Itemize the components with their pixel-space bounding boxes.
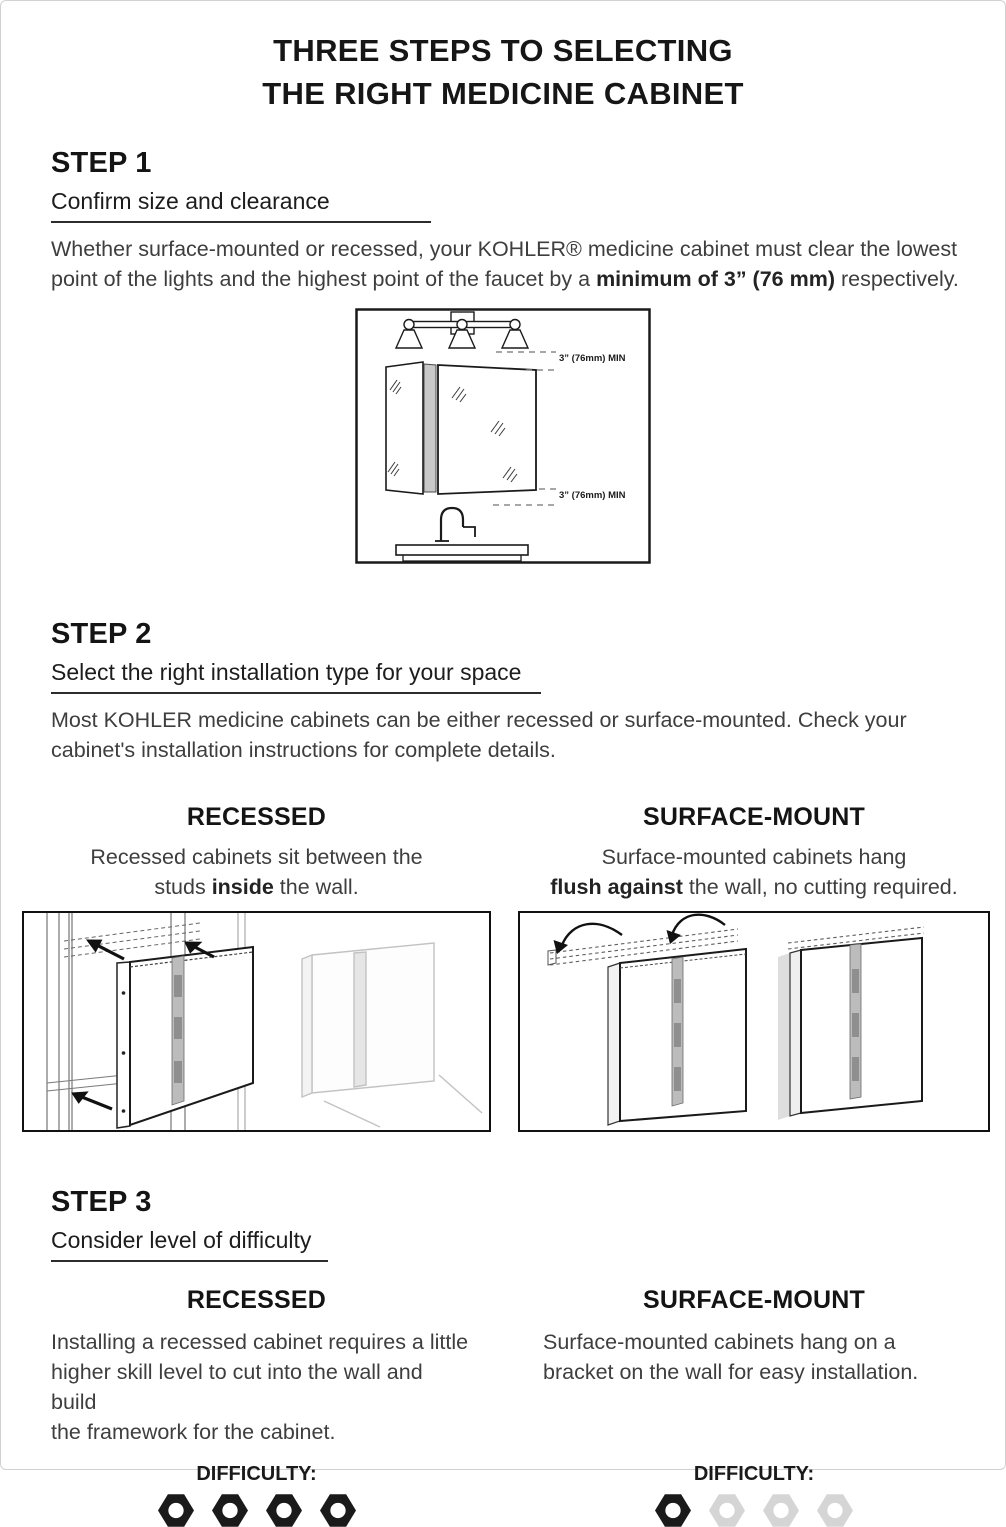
difficulty-nut-empty-icon [709,1494,745,1527]
step2-section [51,618,959,765]
surface-cabinet-left [608,949,746,1125]
recessed-install-diagram [22,911,491,1132]
step2-body-line1: Most KOHLER medicine cabinets can be either recessed or surface-mounted. Check your [51,708,907,732]
step3-recessed-line3: the framework for the cabinet. [51,1420,336,1444]
step2-surface-desc-line2-post: the wall, no cutting required. [682,875,958,899]
step2-recessed-title: RECESSED [186,803,327,831]
step2-recessed-desc [22,842,491,902]
difficulty-nut-filled-icon [320,1494,356,1527]
step3-recessed-column [22,1286,491,1527]
recessed-cabinet [117,947,253,1128]
difficulty-nut-empty-icon [817,1494,853,1527]
step3-columns [1,1286,1005,1527]
clearance-diagram-svg [355,308,651,564]
cabinet-interior-edge [424,364,436,492]
step2-surface-desc-line1: Surface-mounted cabinets hang [601,845,907,869]
step3-surface-column [518,1286,990,1527]
step2-recessed-column [22,803,491,1132]
clearance-label-top: 3” (76mm) MIN [559,353,626,364]
step3-surface-line2: bracket on the wall for easy installation. [543,1360,919,1384]
step1-body-line2-bold: minimum of 3” (76 mm) [596,267,835,291]
difficulty-rating-recessed [22,1494,491,1527]
difficulty-nut-filled-icon [266,1494,302,1527]
step3-recessed-line1: Installing a recessed cabinet requires a little [51,1330,469,1354]
step2-heading: STEP 2 [51,618,152,650]
step1-heading: STEP 1 [51,147,152,179]
step2-body [51,705,959,765]
step3-recessed-body [22,1327,491,1449]
step2-columns [1,803,1005,1132]
step2-surface-desc [518,842,990,902]
step2-subheading: Select the right installation type for your space [51,659,541,694]
step1-body [51,234,959,294]
clearance-label-bottom: 3” (76mm) MIN [559,490,626,501]
step3-subheading: Consider level of difficulty [51,1227,328,1262]
difficulty-label-recessed: DIFFICULTY: [196,1463,317,1485]
step1-body-line2-pre: point of the lights and the highest point of the faucet by a [51,267,597,291]
recessed-diagram-svg [24,913,489,1130]
step3-surface-line1: Surface-mounted cabinets hang on a [543,1330,896,1354]
difficulty-nut-filled-icon [212,1494,248,1527]
step2-recessed-desc-line1: Recessed cabinets sit between the [90,845,423,869]
page-title-line1: THREE STEPS TO SELECTING [273,33,733,68]
step1-body-line1: Whether surface-mounted or recessed, your KOHLER® medicine cabinet must clear the lowest [51,237,958,261]
step1-body-line2-post: respectively. [835,267,959,291]
difficulty-nut-filled-icon [655,1494,691,1527]
page-title-line2: THE RIGHT MEDICINE CABINET [262,76,744,111]
step3-surface-title: SURFACE-MOUNT [642,1286,866,1314]
surface-cabinet-right [778,938,922,1120]
difficulty-nut-empty-icon [763,1494,799,1527]
step2-surface-desc-line2-bold: flush against [550,875,683,899]
surface-mount-install-diagram [518,911,990,1132]
clearance-diagram [355,308,651,564]
difficulty-label-surface: DIFFICULTY: [693,1463,815,1485]
page-title [1,1,1005,115]
step2-body-line2: cabinet's installation instructions for complete details. [51,738,556,762]
surface-diagram-svg [520,913,988,1130]
step2-surface-title: SURFACE-MOUNT [642,803,866,831]
step2-surface-column [518,803,990,1132]
step2-recessed-desc-line2-post: the wall. [273,875,359,899]
step1-subheading: Confirm size and clearance [51,188,431,223]
step2-recessed-desc-line2-pre: studs [154,875,212,899]
cabinet-open-door [386,362,423,494]
step3-section [51,1186,959,1262]
step1-section [51,147,959,294]
step3-recessed-line2: higher skill level to cut into the wall and build [51,1360,423,1414]
opening-guides [64,923,200,957]
step3-heading: STEP 3 [51,1186,152,1218]
difficulty-nut-filled-icon [158,1494,194,1527]
step3-surface-body [518,1327,990,1449]
ghost-cabinet [302,943,482,1127]
difficulty-rating-surface [518,1494,990,1527]
step3-recessed-title: RECESSED [186,1286,327,1314]
step2-recessed-desc-line2-bold: inside [211,875,274,899]
cabinet-front-panel [438,365,536,494]
